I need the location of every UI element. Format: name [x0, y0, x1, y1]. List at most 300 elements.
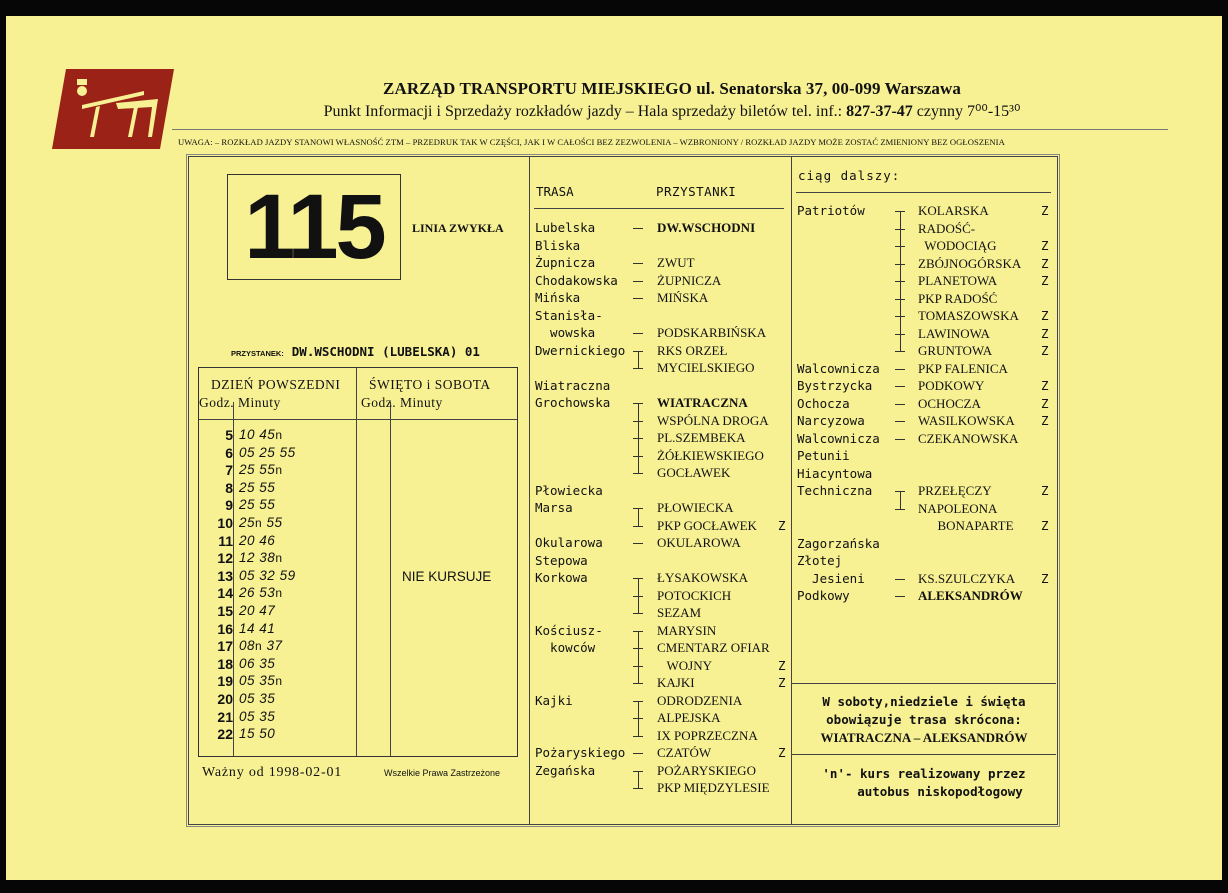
route-dash: [633, 753, 643, 754]
stop-name: PKP GOCŁAWEK: [657, 517, 757, 533]
route-bracket: [638, 631, 639, 684]
info-phone: 827-37-47: [846, 103, 913, 120]
route-tick: [895, 491, 905, 492]
lowfloor-mark: n: [275, 463, 283, 478]
table-divider: [356, 368, 357, 756]
departure-minutes: 05 32 59: [239, 567, 296, 583]
stop-name: PKP RADOŚĆ: [918, 290, 998, 306]
route-tick: [895, 264, 905, 265]
street-name: Marsa: [535, 500, 573, 515]
request-stop-mark: [778, 604, 786, 622]
continuation-rule: [796, 192, 1051, 193]
street-name: Walcownicza: [797, 360, 880, 376]
copyright-notice: UWAGA: – ROZKŁAD JAZDY STANOWI WŁASNOŚĆ ZTM – PRZEDRUK TAK W CZĘŚCI, JAK I W CAŁOŚCI BEZ ZEZWOLENIA – WZBRONIONY / ROZKŁAD JAZDY MOŻE ZOSTAĆ ZMIENIONY BEZ OGŁOSZENIA: [178, 137, 1005, 147]
przystanki-header: PRZYSTANKI: [656, 184, 737, 199]
route-dash: [895, 421, 905, 422]
stop-name: WOJNY: [657, 657, 713, 673]
route-tick: [633, 771, 643, 772]
departure-hour: 7: [225, 462, 233, 479]
departures-table: [198, 367, 518, 757]
stop-name: MYCIELSKIEGO: [657, 360, 755, 375]
weekday-subheader: Godz. Minuty: [199, 395, 281, 410]
request-stop-mark: Z: [778, 517, 786, 533]
request-stop-mark: [778, 429, 786, 447]
route-dash: [895, 439, 905, 440]
trasa-header: TRASA: [536, 184, 574, 199]
departure-hour: 10: [217, 515, 233, 531]
stop-label-row: [231, 343, 480, 361]
stop-name: KOLARSKA: [918, 203, 989, 218]
stop-name: PKP FALENICA: [918, 360, 1008, 376]
request-stop-mark: Z: [1041, 395, 1049, 411]
route-header-rule: [534, 208, 784, 209]
route-tick: [895, 334, 905, 335]
departure-hour: 12: [217, 550, 233, 567]
street-name: [535, 464, 625, 482]
street-name: Dwernickiego: [535, 342, 626, 358]
departure-hour: 17: [217, 638, 233, 655]
street-name: Jesieni: [797, 570, 865, 586]
departure-minutes: 25 55: [239, 497, 276, 513]
street-name: [797, 500, 880, 518]
departure-hour: 13: [217, 567, 233, 584]
request-stop-mark: [778, 779, 786, 797]
line-number-box: [227, 174, 401, 280]
route-tick: [633, 613, 643, 614]
request-stop-mark: [1041, 430, 1049, 448]
departure-minutes: 26 53n: [239, 585, 283, 601]
street-name: wowska: [535, 325, 596, 340]
route-streets-col1: [535, 219, 625, 797]
street-name: [797, 342, 880, 360]
request-marks-col2: [1041, 202, 1049, 605]
route-dash: [633, 333, 643, 334]
route-dash: [895, 369, 905, 370]
street-name: Bliska: [535, 237, 581, 253]
stop-name: PRZEŁĘCZY: [918, 483, 992, 498]
route-stops-col1: [657, 219, 770, 797]
stop-name: [918, 465, 1023, 483]
route-dash: [895, 579, 905, 580]
request-stop-mark: Z: [1041, 255, 1049, 271]
request-stop-mark: [778, 622, 786, 640]
stop-name: PŁOWIECKA: [657, 500, 734, 515]
holiday-note: NIE KURSUJE: [402, 569, 492, 584]
stop-name: MIŃSKA: [657, 290, 709, 305]
request-stop-mark: [778, 569, 786, 587]
route-tick: [633, 351, 643, 352]
request-stop-mark: Z: [1041, 343, 1049, 358]
stop-name: WIATRACZNA: [657, 395, 748, 410]
departure-minutes: 10 45n: [239, 427, 283, 442]
street-name: [797, 255, 880, 273]
request-stop-mark: Z: [1041, 273, 1049, 288]
departure-hour: 11: [218, 532, 233, 549]
stop-name: PLANETOWA: [918, 273, 998, 288]
request-stop-mark: [1041, 447, 1049, 465]
route-tick: [633, 666, 643, 667]
route-tick: [633, 526, 643, 527]
stop-name: SEZAM: [657, 605, 702, 620]
route-tick: [633, 508, 643, 509]
stop-name: ŻUPNICZA: [657, 272, 722, 288]
street-name: [535, 517, 625, 535]
route-tick: [633, 438, 643, 439]
hour-divider-weekday: [233, 402, 234, 756]
street-name: [535, 429, 625, 447]
departure-minutes: 25 55: [239, 479, 276, 495]
request-stop-mark: [778, 482, 786, 500]
stop-name: KAJKI: [657, 675, 695, 690]
stop-name: KS.SZULCZYKA: [918, 570, 1016, 586]
stop-name: MARYSIN: [657, 622, 717, 638]
ztm-logo: [52, 69, 174, 149]
request-stop-mark: [778, 254, 786, 272]
request-stop-mark: [778, 324, 786, 342]
stop-name: [657, 552, 770, 570]
request-stop-mark: Z: [1041, 238, 1049, 253]
street-name: [797, 325, 880, 343]
lowfloor-mark: n: [255, 639, 263, 654]
weekend-note-2: obowiązuje trasa skrócona:: [826, 712, 1022, 727]
route-tick: [895, 351, 905, 352]
street-name: [535, 657, 625, 675]
request-stop-mark: [778, 499, 786, 517]
route-dash: [633, 228, 643, 229]
departure-hour: 18: [217, 655, 233, 672]
street-name: [535, 779, 625, 797]
request-stop-mark: [778, 377, 786, 395]
request-stop-mark: [778, 359, 786, 377]
stop-name: DW.WSCHODNI (LUBELSKA) 01: [291, 344, 480, 359]
route-bracket: [900, 491, 901, 509]
rights-reserved: Wszelkie Prawa Zastrzeżone: [384, 768, 501, 778]
request-stop-mark: [778, 762, 786, 780]
route-tick: [895, 281, 905, 282]
header-info: [272, 101, 1072, 121]
route-tick: [633, 456, 643, 457]
departure-hour: 8: [225, 479, 233, 496]
stop-name: CMENTARZ OFIAR: [657, 640, 770, 655]
request-stop-mark: [1041, 535, 1049, 553]
street-name: Płowiecka: [535, 482, 603, 498]
request-stop-mark: [778, 289, 786, 307]
route-tick: [633, 578, 643, 579]
route-dash: [895, 404, 905, 405]
street-name: [535, 447, 625, 465]
lowfloor-note-1: 'n'- kurs realizowany przez: [822, 766, 1026, 781]
departure-hour: 16: [217, 620, 233, 637]
street-name: Techniczna: [797, 483, 873, 498]
departure-hour: 5: [225, 427, 233, 443]
request-stop-mark: [778, 412, 786, 430]
stop-name: RADOŚĆ-: [918, 220, 976, 236]
departure-minutes: 20 47: [239, 603, 276, 618]
street-name: Zegańska: [535, 762, 596, 778]
route-tick: [895, 509, 905, 510]
route-bracket: [638, 508, 639, 526]
route-tick: [633, 403, 643, 404]
stop-name: NAPOLEONA: [918, 500, 998, 516]
departure-minutes: 25 55n: [239, 462, 283, 478]
departure-minutes: 15 50: [239, 726, 276, 742]
street-name: Chodakowska: [535, 272, 618, 288]
header-hours: czynny 7⁰⁰-15³⁰: [912, 103, 1021, 120]
request-stop-mark: [1041, 220, 1049, 238]
line-type: LINIA ZWYKŁA: [412, 221, 504, 235]
stop-name: BONAPARTE: [918, 518, 1014, 533]
stop-name: TOMASZOWSKA: [918, 308, 1019, 323]
route-tick: [895, 299, 905, 300]
street-name: [797, 307, 880, 325]
stop-name: WSPÓLNA DROGA: [657, 412, 769, 428]
route-tick: [633, 736, 643, 737]
route-tick: [633, 631, 643, 632]
street-name: Grochowska: [535, 395, 611, 410]
stop-name: ŻÓŁKIEWSKIEGO: [657, 447, 764, 463]
street-name: Zagorzańska: [797, 535, 880, 551]
stop-name: PODKOWY: [918, 378, 985, 393]
street-name: [535, 412, 625, 430]
street-name: Stepowa: [535, 552, 588, 568]
departure-hour: 6: [225, 444, 233, 461]
stop-name: CZATÓW: [657, 745, 712, 760]
route-bracket: [638, 771, 639, 789]
street-name: [797, 220, 880, 238]
departure-hour: 22: [217, 726, 233, 743]
stop-name: WASILKOWSKA: [918, 413, 1015, 428]
route-tick: [895, 316, 905, 317]
route-tick: [633, 701, 643, 702]
request-stop-mark: Z: [1041, 518, 1049, 533]
request-stop-mark: Z: [1041, 570, 1049, 586]
departure-minutes: 12 38n: [239, 550, 283, 566]
street-name: [797, 237, 880, 255]
street-name: kowców: [535, 640, 596, 655]
line-number: 115: [244, 176, 384, 278]
weekday-header: DZIEŃ POWSZEDNI: [211, 377, 341, 392]
note-rule-mid: [792, 754, 1056, 755]
departure-hour: 9: [225, 497, 233, 514]
stop-name: WODOCIĄG: [918, 238, 997, 253]
departure-hour: 21: [217, 708, 233, 725]
street-name: [535, 727, 625, 745]
lowfloor-mark: n: [275, 428, 283, 442]
street-name: [797, 272, 880, 290]
valid-from: Ważny od 1998-02-01: [202, 765, 343, 780]
request-stop-mark: [778, 727, 786, 745]
stop-name: OKULAROWA: [657, 535, 741, 550]
request-stop-mark: [1041, 552, 1049, 570]
street-name: Walcownicza: [797, 430, 880, 446]
street-name: Patriotów: [797, 203, 865, 218]
route-tick: [895, 246, 905, 247]
stop-name: RKS ORZEŁ: [657, 342, 728, 358]
stop-name: [657, 377, 770, 395]
stop-name: [918, 552, 1023, 570]
route-tick: [633, 718, 643, 719]
request-stop-mark: Z: [778, 675, 786, 690]
route-tick: [633, 421, 643, 422]
street-name: Hiacyntowa: [797, 465, 873, 481]
request-stop-mark: [1041, 360, 1049, 378]
request-stop-mark: Z: [1041, 378, 1049, 393]
stop-name: ODRODZENIA: [657, 692, 743, 708]
street-name: Korkowa: [535, 570, 588, 585]
street-name: Okularowa: [535, 535, 603, 550]
departure-minutes: 05 35n: [239, 673, 283, 689]
stop-name: IX POPRZECZNA: [657, 727, 758, 743]
street-name: Petunii: [797, 448, 850, 463]
street-name: [535, 674, 625, 692]
street-name: [535, 604, 625, 622]
street-name: [535, 359, 625, 377]
request-stop-mark: [778, 307, 786, 325]
street-name: Ochocza: [797, 395, 850, 411]
street-name: Pożaryskiego: [535, 745, 626, 760]
header-title: ZARZĄD TRANSPORTU MIEJSKIEGO ul. Senatorska 37, 00-099 Warszawa: [383, 79, 961, 98]
route-tick: [633, 473, 643, 474]
street-name: Złotej: [797, 553, 843, 568]
header-rule: [172, 129, 1168, 130]
stop-name: GOCŁAWEK: [657, 465, 731, 480]
departure-hour: 19: [217, 673, 233, 690]
stop-name: ALPEJSKA: [657, 710, 721, 725]
request-stop-mark: Z: [1041, 308, 1049, 323]
departure-minutes: 14 41: [239, 620, 276, 636]
stop-name: GRUNTOWA: [918, 343, 993, 358]
stop-name: PL.SZEMBEKA: [657, 430, 746, 445]
stop-name: ZWUT: [657, 255, 695, 270]
route-tick: [633, 368, 643, 369]
street-name: Podkowy: [797, 588, 850, 603]
stop-name: CZEKANOWSKA: [918, 430, 1019, 446]
request-stop-mark: [778, 639, 786, 657]
weekend-note-1: W soboty,niedziele i święta: [822, 694, 1026, 709]
route-bracket: [638, 351, 639, 369]
street-name: [797, 290, 880, 308]
stop-name: ŁYSAKOWSKA: [657, 570, 748, 585]
request-stop-mark: [778, 692, 786, 710]
route-dash: [633, 281, 643, 282]
route-tick: [633, 683, 643, 684]
request-stop-mark: [778, 534, 786, 552]
street-name: Stanisła-: [535, 307, 603, 323]
request-stop-mark: [778, 342, 786, 360]
divider-left: [529, 156, 530, 824]
request-stop-mark: [778, 272, 786, 290]
street-name: Wiatraczna: [535, 377, 611, 393]
route-dash: [633, 543, 643, 544]
stop-name: [657, 307, 770, 325]
request-stop-mark: [778, 237, 786, 255]
request-stop-mark: [1041, 500, 1049, 518]
route-tick: [895, 211, 905, 212]
stop-name: ALEKSANDRÓW: [918, 588, 1023, 603]
request-stop-mark: [778, 219, 786, 237]
street-name: Lubelska: [535, 220, 596, 235]
departure-minutes: 05 25 55: [239, 444, 296, 460]
route-tick: [633, 788, 643, 789]
street-name: Bystrzycka: [797, 378, 873, 393]
departure-hour: 15: [217, 603, 233, 619]
stop-name: [657, 482, 770, 500]
route-tick: [633, 648, 643, 649]
request-stop-mark: [778, 552, 786, 570]
stop-name: PODSKARBIŃSKA: [657, 325, 767, 340]
route-tick: [895, 229, 905, 230]
request-marks-col1: [778, 219, 786, 797]
route-dash: [633, 263, 643, 264]
hour-divider-holiday: [390, 402, 391, 756]
route-dash: [633, 298, 643, 299]
request-stop-mark: Z: [778, 657, 786, 673]
header-info-text: Punkt Informacji i Sprzedaży rozkładów jazdy – Hala sprzedaży biletów tel. inf.:: [323, 103, 847, 120]
request-stop-mark: Z: [778, 745, 786, 760]
request-stop-mark: Z: [1041, 325, 1049, 341]
weekend-note-3: WIATRACZNA – ALEKSANDRÓW: [820, 730, 1028, 745]
stop-name: ZBÓJNOGÓRSKA: [918, 255, 1022, 271]
route-tick: [633, 596, 643, 597]
lowfloor-note-2: autobus niskopodłogowy: [857, 784, 1023, 799]
request-stop-mark: [1041, 290, 1049, 308]
request-stop-mark: [778, 709, 786, 727]
lowfloor-mark: n: [275, 674, 283, 689]
departure-minutes: 25n 55: [239, 515, 283, 530]
holiday-header: ŚWIĘTO i SOBOTA: [369, 377, 491, 392]
lowfloor-mark: n: [275, 551, 283, 566]
stop-name: LAWINOWA: [918, 325, 990, 341]
request-stop-mark: Z: [1041, 413, 1049, 428]
stop-name: OCHOCZA: [918, 395, 981, 411]
stop-name: DW.WSCHODNI: [657, 220, 756, 235]
lowfloor-mark: n: [275, 586, 283, 601]
departure-minutes: 20 46: [239, 532, 276, 548]
street-name: Narcyzowa: [797, 413, 865, 428]
departure-hour: 14: [217, 585, 233, 602]
request-stop-mark: [1041, 587, 1049, 605]
departure-minutes: 05 35: [239, 691, 276, 706]
holiday-subheader: Godz. Minuty: [361, 395, 443, 410]
lowfloor-mark: n: [255, 516, 263, 530]
note-rule-top: [792, 683, 1056, 684]
street-name: Mińska: [535, 290, 581, 305]
departure-hour: 20: [217, 691, 233, 707]
request-stop-mark: [778, 447, 786, 465]
departure-minutes: 08n 37: [239, 638, 283, 654]
stop-name: [918, 447, 1023, 465]
street-name: Żupnicza: [535, 255, 596, 270]
route-stops-col2: [918, 202, 1023, 605]
route-dash: [895, 596, 905, 597]
stop-name: POTOCKICH: [657, 587, 732, 603]
route-dash: [895, 386, 905, 387]
request-stop-mark: [778, 394, 786, 412]
street-name: Kajki: [535, 692, 573, 708]
request-stop-mark: Z: [1041, 203, 1049, 218]
route-streets-col2: [797, 202, 880, 605]
request-stop-mark: [778, 587, 786, 605]
request-stop-mark: [1041, 465, 1049, 483]
request-stop-mark: Z: [1041, 483, 1049, 498]
stop-name: [918, 535, 1023, 553]
continuation-header: ciąg dalszy:: [798, 168, 901, 183]
stop-name: POŻARYSKIEGO: [657, 762, 756, 778]
street-name: Kościusz-: [535, 622, 603, 638]
stop-label: PRZYSTANEK:: [231, 349, 284, 358]
stop-name: PKP MIĘDZYLESIE: [657, 780, 770, 795]
departure-minutes: 05 35: [239, 708, 276, 724]
